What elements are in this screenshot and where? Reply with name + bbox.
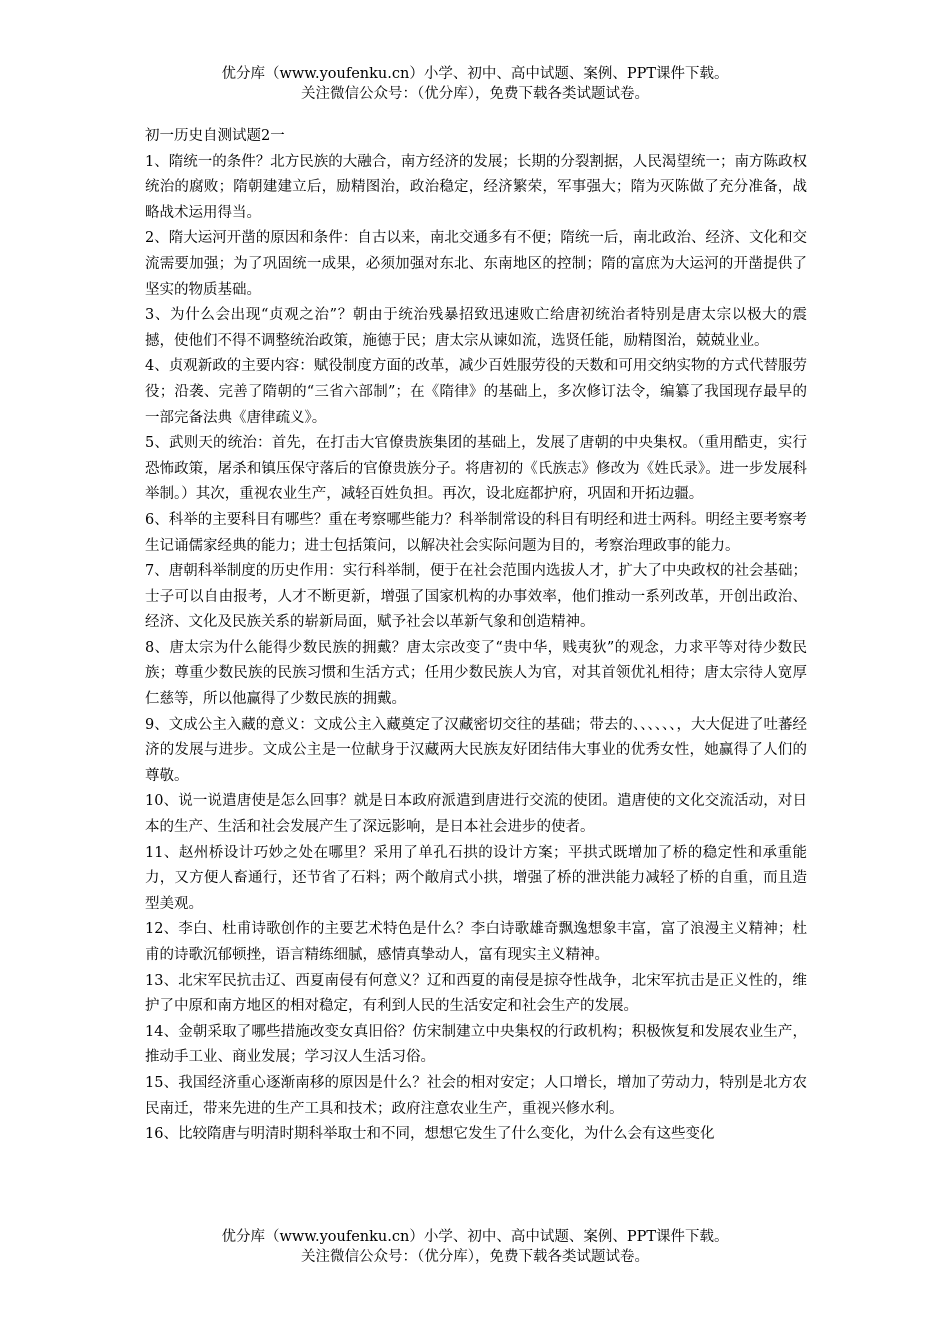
page-header bbox=[0, 64, 950, 104]
header-line-2: 关注微信公众号：（优分库），免费下载各类试题试卷。 bbox=[301, 86, 649, 102]
qa-item-3: 3、为什么会出现“贞观之治”？朝由于统治残暴招致迅速败亡给唐初统治者特别是唐太宗以极大的震撼，使他们不得不调整统治政策，施德于民；唐太宗从谏如流，选贤任能，励精图治，兢兢业业。 bbox=[145, 307, 807, 349]
qa-item-9: 9、文成公主入藏的意义：文成公主入藏奠定了汉藏密切交往的基础；带去的、、、、、、，大大促进了吐蕃经济的发展与进步。文成公主是一位献身于汉藏两大民族友好团结伟大事业的优秀女性，她赢得了人们的尊敬。 bbox=[145, 716, 807, 784]
qa-item-13: 13、北宋军民抗击辽、西夏南侵有何意义？辽和西夏的南侵是掠夺性战争，北宋军抗击是正义性的，维护了中原和南方地区的相对稳定，有利到人民的生活安定和社会生产的发展。 bbox=[145, 972, 807, 1015]
qa-item-5: 5、武则天的统治：首先，在打击大官僚贵族集团的基础上，发展了唐朝的中央集权。（重用酷吏，实行恐怖政策，屠杀和镇压保守落后的官僚贵族分子。将唐初的《氏族志》修改为《姓氏录》。进一步发展科举制。）其次，重视农业生产，减轻百姓负担。再次，设北庭都护府，巩固和开拓边疆。 bbox=[145, 435, 807, 503]
qa-item-14: 14、金朝采取了哪些措施改变女真旧俗？仿宋制建立中央集权的行政机构；积极恢复和发展农业生产，推动手工业、商业发展；学习汉人生活习俗。 bbox=[145, 1023, 807, 1066]
footer-line-2: 关注微信公众号：（优分库），免费下载各类试题试卷。 bbox=[301, 1249, 649, 1265]
qa-item-10: 10、说一说遣唐使是怎么回事？就是日本政府派遣到唐进行交流的使团。遣唐使的文化交流活动，对日本的生产、生活和社会发展产生了深远影响，是日本社会进步的使者。 bbox=[145, 793, 807, 836]
qa-item-6: 6、科举的主要科目有哪些？重在考察哪些能力？科举制常设的科目有明经和进士两科。明经主要考察考生记诵儒家经典的能力；进士包括策问，以解决社会实际问题为目的，考察治理政事的能力。 bbox=[145, 511, 807, 554]
qa-item-7: 7、唐朝科举制度的历史作用：实行科举制，便于在社会范围内选拔人才，扩大了中央政权的社会基础；士子可以自由报考，人才不断更新，增强了国家机构的办事效率，他们推动一系列改革，开创出政治、经济、文化及民族关系的崭新局面，赋予社会以革新气象和创造精神。 bbox=[145, 563, 807, 631]
qa-item-16: 16、比较隋唐与明清时期科举取士和不同，想想它发生了什么变化，为什么会有这些变化 bbox=[145, 1126, 715, 1143]
qa-item-2: 2、隋大运河开凿的原因和条件：自古以来，南北交通多有不便；隋统一后，南北政治、经济、文化和交流需要加强；为了巩固统一成果，必须加强对东北、东南地区的控制；隋的富庶为大运河的开凿提供了坚实的物质基础。 bbox=[145, 230, 807, 298]
page-footer bbox=[0, 1227, 950, 1267]
document-body bbox=[145, 124, 807, 1148]
footer-line-1: 优分库（www.youfenku.cn）小学、初中、高中试题、案例、PPT课件下载。 bbox=[221, 1229, 729, 1245]
header-line-1: 优分库（www.youfenku.cn）小学、初中、高中试题、案例、PPT课件下载。 bbox=[221, 66, 729, 82]
qa-item-11: 11、赵州桥设计巧妙之处在哪里？采用了单孔石拱的设计方案；平拱式既增加了桥的稳定性和承重能力，又方便人畜通行，还节省了石料；两个敞肩式小拱，增强了桥的泄洪能力减轻了桥的自重，而且造型美观。 bbox=[145, 844, 807, 912]
qa-item-8: 8、唐太宗为什么能得少数民族的拥戴？唐太宗改变了“贵中华，贱夷狄”的观念，力求平等对待少数民族；尊重少数民族的民族习惯和生活方式；任用少数民族人为官，对其首领优礼相待；唐太宗待人宽厚仁慈等，所以他赢得了少数民族的拥戴。 bbox=[145, 639, 807, 708]
qa-item-12: 12、李白、杜甫诗歌创作的主要艺术特色是什么？李白诗歌雄奇飘逸想象丰富，富了浪漫主义精神；杜甫的诗歌沉郁顿挫，语言精练细腻，感情真挚动人，富有现实主义精神。 bbox=[145, 921, 807, 963]
document-title: 初一历史自测试题2一 bbox=[145, 128, 285, 144]
qa-item-4: 4、贞观新政的主要内容：赋役制度方面的改革，减少百姓服劳役的天数和可用交纳实物的方式代替服劳役；沿袭、完善了隋朝的“三省六部制”；在《隋律》的基础上，多次修订法令，编纂了我国现存最早的一部完备法典《唐律疏义》。 bbox=[145, 358, 807, 426]
qa-item-15: 15、我国经济重心逐渐南移的原因是什么？社会的相对安定；人口增长，增加了劳动力，特别是北方农民南迁，带来先进的生产工具和技术；政府注意农业生产，重视兴修水利。 bbox=[145, 1074, 807, 1117]
qa-item-1: 1、隋统一的条件？北方民族的大融合，南方经济的发展；长期的分裂割据，人民渴望统一；南方陈政权统治的腐败；隋朝建建立后，励精图治，政治稳定，经济繁荣，军事强大；隋为灭陈做了充分准备，战略战术运用得当。 bbox=[145, 153, 807, 221]
